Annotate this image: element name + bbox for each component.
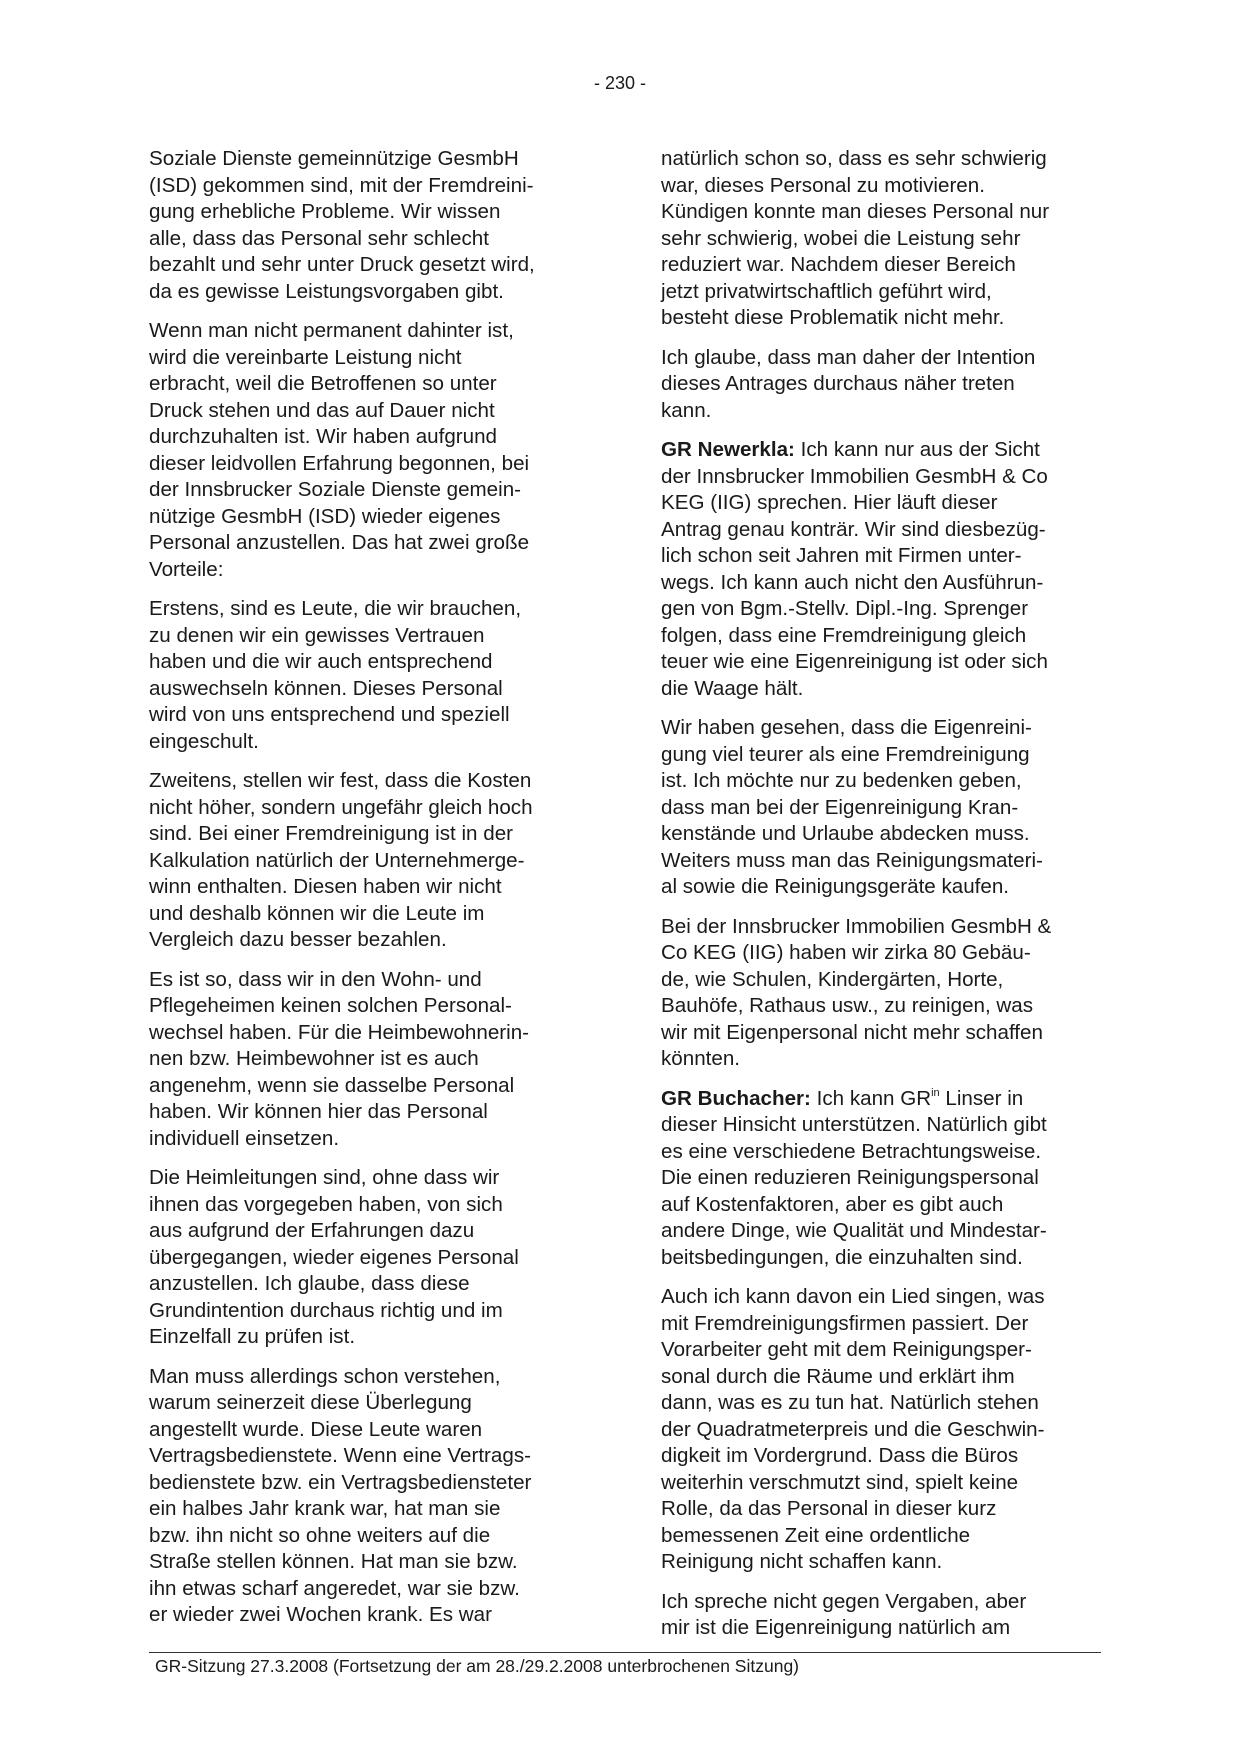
text-line: Weiters muss man das Reinigungsmateri- — [661, 848, 1043, 872]
paragraph — [661, 1589, 1101, 1642]
text-line: Straße stellen können. Hat man sie bzw. — [149, 1550, 518, 1573]
text-line: Ich spreche nicht gegen Vergaben, aber — [661, 1589, 1027, 1613]
text-line: erbracht, weil die Betroffenen so unter — [149, 372, 497, 395]
text-line: de, wie Schulen, Kindergärten, Horte, — [661, 967, 1004, 991]
text-line: dieser leidvollen Erfahrung begonnen, bei — [149, 451, 530, 475]
text-line: gung erhebliche Probleme. Wir wissen — [149, 200, 501, 223]
text-line: Erstens, sind es Leute, die wir brauchen, — [149, 597, 522, 620]
page-number: - 230 - — [593, 73, 647, 93]
text-line: der Innsbrucker Soziale Dienste gemein- — [149, 478, 522, 501]
text-line: nicht höher, sondern ungefähr gleich hoch — [149, 795, 533, 819]
text-line: übergegangen, wieder eigenes Personal — [149, 1245, 519, 1269]
text-line: angenehm, wenn sie dasselbe Personal — [149, 1073, 515, 1097]
paragraph — [149, 318, 589, 583]
text-line: könnten. — [661, 1047, 741, 1070]
paragraph — [661, 1284, 1101, 1576]
text-line: bedienstete bzw. ein Vertragsbediensteter — [149, 1470, 532, 1494]
text-line: war, dieses Personal zu motivieren. — [661, 173, 985, 197]
text-line: natürlich schon so, dass es sehr schwierig — [661, 147, 1047, 170]
text-line: besteht diese Problematik nicht mehr. — [661, 306, 1005, 329]
paragraph-gr-buchacher: GR Buchacher: Ich kann $GR^{in}$ Linser in dieser Hinsicht unterstützen. Natürlich gibt es eine verschiedene Betrachtungsweise. Die einen reduzieren Reinigungspersonal auf Kostenfaktoren, aber es gibt auch andere Dinge, wie Qualität und Mindestar- beitsbedingungen, die einzuhalten sind. — [661, 1086, 1101, 1272]
text-line: nützige GesmbH (ISD) wieder eigenes — [149, 504, 501, 528]
text-line: bemessenen Zeit eine ordentliche — [661, 1523, 971, 1547]
text-line: der Innsbrucker Immobilien GesmbH & Co — [661, 464, 1048, 488]
text-line: der Quadratmeterpreis und die Geschwin- — [661, 1417, 1045, 1441]
text-line: Druck stehen und das auf Dauer nicht — [149, 398, 495, 422]
text-line: Soziale Dienste gemeinnützige GesmbH — [149, 147, 519, 170]
text-line: Es ist so, dass wir in den Wohn- und — [149, 967, 482, 991]
text-line: wird von uns entsprechend und speziell — [149, 703, 510, 726]
text-line: dass man bei der Eigenreinigung Kran- — [661, 795, 1019, 819]
paragraph-gr-newerkla: GR Newerkla: Ich kann nur aus der Sicht der Innsbrucker Immobilien GesmbH & Co KEG (IIG) sprechen. Hier läuft dieser Antrag genau konträr. Wir sind diesbezüg- lich schon seit Jahren mit Firmen unter- wegs. Ich kann auch nicht den Ausführun- gen von Bgm.-Stellv. Dipl.-Ing. Sprenger folgen, dass eine Fremdreinigung gleich teuer wie eine Eigenreinigung ist oder sich die Waage hält. — [661, 437, 1101, 702]
text-line: wegs. Ich kann auch nicht den Ausführun- — [661, 570, 1044, 594]
text-line: haben. Wir können hier das Personal — [149, 1100, 488, 1123]
text-line: Vergleich dazu besser bezahlen. — [149, 928, 447, 951]
text-line: dann, was es zu tun hat. Natürlich stehen — [661, 1391, 1039, 1414]
text-line: reduziert war. Nachdem dieser Bereich — [661, 253, 1016, 276]
text-line: Auch ich kann davon ein Lied singen, was — [661, 1285, 1045, 1308]
text-line: kenstände und Urlaube abdecken muss. — [661, 822, 1030, 845]
text-line: Personal anzustellen. Das hat zwei große — [149, 531, 530, 554]
text-line: Antrag genau konträr. Wir sind diesbezüg- — [661, 517, 1046, 541]
text-line: haben und die wir auch entsprechend — [149, 650, 493, 673]
text-line: winn enthalten. Diesen haben wir nicht — [149, 875, 502, 898]
paragraph — [149, 1165, 589, 1351]
text-line: ihn etwas scharf angeredet, war sie bzw. — [149, 1576, 520, 1600]
text-line: mir ist die Eigenreinigung natürlich am — [661, 1616, 1011, 1639]
text-line: durchzuhalten ist. Wir haben aufgrund — [149, 425, 498, 448]
text-line: da es gewisse Leistungsvorgaben gibt. — [149, 279, 504, 303]
text-line: Pflegeheimen keinen solchen Personal- — [149, 994, 512, 1017]
text-line: Vorarbeiter geht mit dem Reinigungsper- — [661, 1338, 1032, 1361]
text-line: er wieder zwei Wochen krank. Es war — [149, 1603, 492, 1626]
paragraph — [661, 146, 1101, 332]
text-line: anzustellen. Ich glaube, dass diese — [149, 1272, 470, 1295]
paragraph — [661, 715, 1101, 901]
text-line: eingeschult. — [149, 729, 259, 753]
text-line: Wenn man nicht permanent dahinter ist, — [149, 319, 514, 342]
text-line: die Waage hält. — [661, 676, 804, 700]
text-line: gung viel teurer als eine Fremdreinigung — [661, 742, 1030, 766]
text-line: Die Heimleitungen sind, ohne dass wir — [149, 1166, 500, 1189]
text-line: alle, dass das Personal sehr schlecht — [149, 226, 489, 250]
text-line: Vorteile: — [149, 557, 224, 581]
text-line: angestellt wurde. Diese Leute waren — [149, 1417, 483, 1441]
text-line: nen bzw. Heimbewohner ist es auch — [149, 1047, 479, 1070]
text-line: sehr schwierig, wobei die Leistung sehr — [661, 226, 1021, 250]
text-line: teuer wie eine Eigenreinigung ist oder sich — [661, 650, 1048, 673]
paragraph — [661, 345, 1101, 425]
text-line: Co KEG (IIG) haben wir zirka 80 Gebäu- — [661, 941, 1031, 964]
text-line: Die einen reduzieren Reinigungspersonal — [661, 1166, 1039, 1189]
text-line: Vertragsbedienstete. Wenn eine Vertrags- — [149, 1444, 531, 1467]
text-line: mit Fremdreinigungsfirmen passiert. Der — [661, 1311, 1029, 1335]
paragraph — [149, 146, 589, 305]
text-line: und deshalb können wir die Leute im — [149, 901, 485, 925]
paragraph — [661, 914, 1101, 1073]
text-line: Kalkulation natürlich der Unternehmerge- — [149, 848, 525, 872]
paragraph — [149, 596, 589, 755]
text-line: es eine verschiedene Betrachtungsweise. — [661, 1139, 1042, 1163]
text-line: wechsel haben. Für die Heimbewohnerin- — [149, 1020, 530, 1044]
paragraph — [149, 1364, 589, 1629]
text-line: digkeit im Vordergrund. Dass die Büros — [661, 1444, 1019, 1467]
text-line: aus aufgrund der Erfahrungen dazu — [149, 1219, 475, 1242]
text-line: dieser Hinsicht unterstützen. Natürlich gibt — [661, 1113, 1047, 1136]
footer-divider — [149, 1652, 1101, 1653]
left-column — [149, 146, 589, 1642]
right-column — [661, 146, 1101, 1655]
text-line: lich schon seit Jahren mit Firmen unter- — [661, 544, 1022, 567]
text-line: warum seinerzeit diese Überlegung — [149, 1391, 472, 1414]
text-line: Bauhöfe, Rathaus usw., zu reinigen, was — [661, 994, 1034, 1017]
text-line: beitsbedingungen, die einzuhalten sind. — [661, 1245, 1023, 1269]
text-line: kann. — [661, 398, 712, 422]
text-line: folgen, dass eine Fremdreinigung gleich — [661, 623, 1027, 647]
paragraph — [149, 967, 589, 1153]
text-line: al sowie die Reinigungsgeräte kaufen. — [661, 875, 1010, 898]
text-line: wir mit Eigenpersonal nicht mehr schaffen — [661, 1020, 1043, 1044]
text-line: ist. Ich möchte nur zu bedenken geben, — [661, 769, 1022, 792]
text-line: auf Kostenfaktoren, aber es gibt auch — [661, 1192, 1004, 1216]
speaker-name: GR Newerkla: — [661, 438, 795, 461]
text-line: andere Dinge, wie Qualität und Mindestar- — [661, 1219, 1047, 1242]
text-line: (ISD) gekommen sind, mit der Fremdreini- — [149, 173, 534, 197]
text-line: Reinigung nicht schaffen kann. — [661, 1550, 943, 1573]
text-line: Man muss allerdings schon verstehen, — [149, 1364, 501, 1388]
text-line: Zweitens, stellen wir fest, dass die Kosten — [149, 769, 532, 792]
text-line: Grundintention durchaus richtig und im — [149, 1298, 503, 1322]
text-line: Wir haben gesehen, dass die Eigenreini- — [661, 716, 1032, 739]
text-line: wird die vereinbarte Leistung nicht — [149, 345, 462, 369]
text-line: Rolle, da das Personal in dieser kurz — [661, 1497, 997, 1520]
text-line: ihnen das vorgegeben haben, von sich — [149, 1192, 503, 1216]
footer-text: GR-Sitzung 27.3.2008 (Fortsetzung der am 28./29.2.2008 unterbrochenen Sitzung) — [155, 1656, 800, 1676]
text-line: jetzt privatwirtschaftlich geführt wird, — [661, 279, 992, 303]
speaker-name: GR Buchacher: — [661, 1086, 811, 1110]
text-line: Ich glaube, dass man daher der Intention — [661, 345, 1036, 369]
text-line: Einzelfall zu prüfen ist. — [149, 1325, 356, 1348]
text-line: zu denen wir ein gewisses Vertrauen — [149, 623, 485, 647]
text-line: individuell einsetzen. — [149, 1126, 340, 1150]
text-line: sind. Bei einer Fremdreinigung ist in der — [149, 822, 514, 845]
text-line: bezahlt und sehr unter Druck gesetzt wird, — [149, 253, 535, 276]
text-line: auswechseln können. Dieses Personal — [149, 676, 503, 700]
text-line: weiterhin verschmutzt sind, spielt keine — [661, 1470, 1019, 1494]
paragraph — [149, 768, 589, 954]
text-line: bzw. ihn nicht so ohne weiters auf die — [149, 1523, 491, 1547]
text-line: sonal durch die Räume und erklärt ihm — [661, 1364, 1015, 1388]
text-line: Kündigen konnte man dieses Personal nur — [661, 200, 1050, 223]
text-line: KEG (IIG) sprechen. Hier läuft dieser — [661, 491, 998, 514]
text-line: Bei der Innsbrucker Immobilien GesmbH & — [661, 914, 1052, 938]
text-line: gen von Bgm.-Stellv. Dipl.-Ing. Sprenger — [661, 597, 1029, 620]
text-line: dieses Antrages durchaus näher treten — [661, 372, 1015, 395]
text-line: ein halbes Jahr krank war, hat man sie — [149, 1497, 501, 1520]
